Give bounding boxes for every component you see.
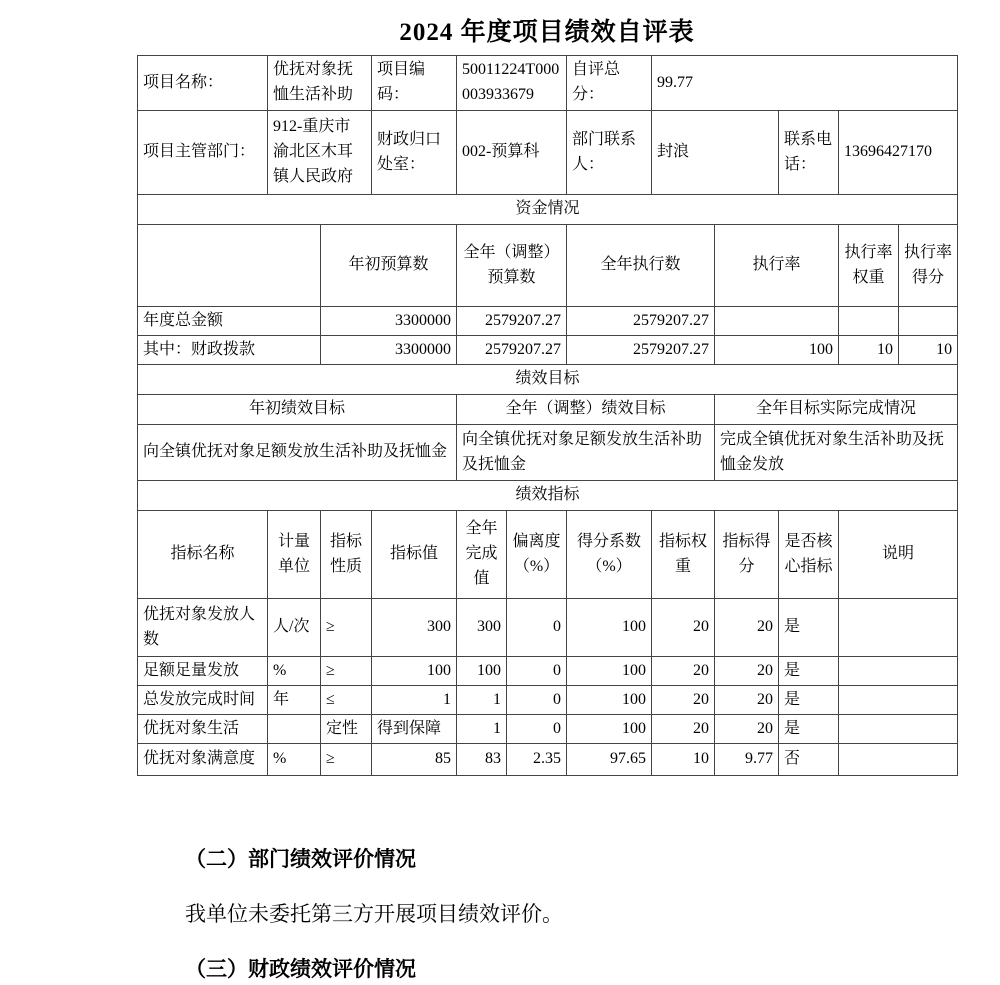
indicator-deviation: 0 bbox=[507, 715, 567, 744]
indicator-weight: 20 bbox=[652, 686, 715, 715]
funding-header-row bbox=[138, 225, 958, 307]
indicator-completed: 83 bbox=[457, 744, 507, 776]
section-heading-dept-evaluation: （二）部门绩效评价情况 bbox=[185, 847, 416, 871]
goals-header-actual: 全年目标实际完成情况 bbox=[715, 395, 958, 425]
funding-header-executed: 全年执行数 bbox=[567, 225, 715, 307]
indicator-completed: 100 bbox=[457, 657, 507, 686]
self-evaluation-table bbox=[137, 55, 958, 776]
phone-label: 联系电话： bbox=[779, 111, 839, 195]
indicator-nature: ≥ bbox=[321, 599, 372, 657]
indicator-coefficient: 100 bbox=[567, 657, 652, 686]
indicator-name: 优抚对象满意度 bbox=[138, 744, 268, 776]
project-code-value: 50011224T000003933679 bbox=[457, 56, 567, 111]
goals-section-title: 绩效目标 bbox=[138, 365, 958, 395]
project-code-label: 项目编码： bbox=[372, 56, 457, 111]
funding-cell: 2579207.27 bbox=[457, 307, 567, 336]
indicator-header-core: 是否核心指标 bbox=[779, 511, 839, 599]
funding-header-initial-budget: 年初预算数 bbox=[321, 225, 457, 307]
funding-row-fiscal bbox=[138, 336, 958, 365]
funding-header-execution-rate: 执行率 bbox=[715, 225, 839, 307]
funding-header-rate-weight: 执行率权重 bbox=[839, 225, 899, 307]
goal-initial-text: 向全镇优抚对象足额发放生活补助及抚恤金 bbox=[138, 425, 457, 481]
indicator-unit bbox=[268, 715, 321, 744]
indicator-row bbox=[138, 657, 958, 686]
goals-section-row bbox=[138, 365, 958, 395]
indicators-section-row bbox=[138, 481, 958, 511]
indicator-note bbox=[839, 715, 958, 744]
indicator-target: 85 bbox=[372, 744, 457, 776]
goals-header-adjusted: 全年（调整）绩效目标 bbox=[457, 395, 715, 425]
goal-actual-text: 完成全镇优抚对象生活补助及抚恤金发放 bbox=[715, 425, 958, 481]
funding-cell: 2579207.27 bbox=[457, 336, 567, 365]
contact-value: 封浪 bbox=[652, 111, 779, 195]
indicator-completed: 1 bbox=[457, 686, 507, 715]
indicator-note bbox=[839, 686, 958, 715]
indicator-unit: % bbox=[268, 657, 321, 686]
funding-header-adjusted-budget: 全年（调整）预算数 bbox=[457, 225, 567, 307]
indicator-completed: 300 bbox=[457, 599, 507, 657]
indicator-weight: 20 bbox=[652, 715, 715, 744]
indicator-note bbox=[839, 744, 958, 776]
goals-header-row bbox=[138, 395, 958, 425]
project-info-row-1 bbox=[138, 56, 958, 111]
indicator-row bbox=[138, 599, 958, 657]
indicator-header-name: 指标名称 bbox=[138, 511, 268, 599]
indicator-target: 100 bbox=[372, 657, 457, 686]
indicators-section-title: 绩效指标 bbox=[138, 481, 958, 511]
indicator-header-unit: 计量单位 bbox=[268, 511, 321, 599]
indicators-header-row bbox=[138, 511, 958, 599]
self-score-value: 99.77 bbox=[652, 56, 958, 111]
indicator-target: 得到保障 bbox=[372, 715, 457, 744]
indicator-unit: % bbox=[268, 744, 321, 776]
indicator-deviation: 0 bbox=[507, 686, 567, 715]
funding-cell: 3300000 bbox=[321, 336, 457, 365]
funding-cell: 2579207.27 bbox=[567, 307, 715, 336]
funding-cell bbox=[715, 307, 839, 336]
phone-value: 13696427170 bbox=[839, 111, 958, 195]
indicator-score: 20 bbox=[715, 686, 779, 715]
funding-cell bbox=[839, 307, 899, 336]
indicator-row bbox=[138, 744, 958, 776]
indicator-header-score: 指标得分 bbox=[715, 511, 779, 599]
funding-header-rate-score: 执行率得分 bbox=[899, 225, 958, 307]
indicator-weight: 20 bbox=[652, 657, 715, 686]
indicator-deviation: 0 bbox=[507, 657, 567, 686]
finance-office-label: 财政归口处室： bbox=[372, 111, 457, 195]
indicator-nature: 定性 bbox=[321, 715, 372, 744]
indicator-header-completed: 全年完成值 bbox=[457, 511, 507, 599]
goal-adjusted-text: 向全镇优抚对象足额发放生活补助及抚恤金 bbox=[457, 425, 715, 481]
indicator-core: 是 bbox=[779, 599, 839, 657]
indicator-coefficient: 100 bbox=[567, 599, 652, 657]
indicator-name: 优抚对象生活 bbox=[138, 715, 268, 744]
project-info-row-2 bbox=[138, 111, 958, 195]
funding-cell: 3300000 bbox=[321, 307, 457, 336]
paragraph-dept-evaluation: 我单位未委托第三方开展项目绩效评价。 bbox=[185, 902, 563, 926]
indicator-nature: ≤ bbox=[321, 686, 372, 715]
funding-row-total bbox=[138, 307, 958, 336]
indicator-target: 300 bbox=[372, 599, 457, 657]
funding-row-label: 年度总金额 bbox=[138, 307, 321, 336]
indicator-core: 是 bbox=[779, 715, 839, 744]
indicator-target: 1 bbox=[372, 686, 457, 715]
indicator-score: 9.77 bbox=[715, 744, 779, 776]
indicator-row bbox=[138, 715, 958, 744]
indicator-header-target: 指标值 bbox=[372, 511, 457, 599]
contact-label: 部门联系人： bbox=[567, 111, 652, 195]
indicator-score: 20 bbox=[715, 599, 779, 657]
dept-value: 912-重庆市渝北区木耳镇人民政府 bbox=[268, 111, 372, 195]
indicator-deviation: 0 bbox=[507, 599, 567, 657]
indicator-unit: 人/次 bbox=[268, 599, 321, 657]
indicator-completed: 1 bbox=[457, 715, 507, 744]
project-name-label: 项目名称： bbox=[138, 56, 268, 111]
indicator-core: 否 bbox=[779, 744, 839, 776]
indicator-header-coefficient: 得分系数（%） bbox=[567, 511, 652, 599]
indicator-weight: 10 bbox=[652, 744, 715, 776]
funding-row-label: 其中：财政拨款 bbox=[138, 336, 321, 365]
indicator-name: 总发放完成时间 bbox=[138, 686, 268, 715]
funding-header-empty bbox=[138, 225, 321, 307]
indicator-core: 是 bbox=[779, 686, 839, 715]
page-title: 2024 年度项目绩效自评表 bbox=[399, 19, 695, 46]
goals-header-initial: 年初绩效目标 bbox=[138, 395, 457, 425]
indicator-nature: ≥ bbox=[321, 744, 372, 776]
goals-content-row bbox=[138, 425, 958, 481]
indicator-core: 是 bbox=[779, 657, 839, 686]
project-name-value: 优抚对象抚恤生活补助 bbox=[268, 56, 372, 111]
funding-cell: 10 bbox=[899, 336, 958, 365]
funding-cell: 10 bbox=[839, 336, 899, 365]
section-heading-fiscal-evaluation: （三）财政绩效评价情况 bbox=[185, 957, 416, 981]
indicator-header-deviation: 偏离度（%） bbox=[507, 511, 567, 599]
funding-section-title: 资金情况 bbox=[138, 195, 958, 225]
indicator-unit: 年 bbox=[268, 686, 321, 715]
indicator-name: 优抚对象发放人数 bbox=[138, 599, 268, 657]
indicator-row bbox=[138, 686, 958, 715]
indicator-coefficient: 100 bbox=[567, 686, 652, 715]
self-score-label: 自评总分： bbox=[567, 56, 652, 111]
indicator-header-nature: 指标性质 bbox=[321, 511, 372, 599]
finance-office-value: 002-预算科 bbox=[457, 111, 567, 195]
funding-cell bbox=[899, 307, 958, 336]
indicator-coefficient: 97.65 bbox=[567, 744, 652, 776]
indicator-weight: 20 bbox=[652, 599, 715, 657]
indicator-header-weight: 指标权重 bbox=[652, 511, 715, 599]
indicator-deviation: 2.35 bbox=[507, 744, 567, 776]
indicator-nature: ≥ bbox=[321, 657, 372, 686]
indicator-note bbox=[839, 599, 958, 657]
funding-section-row bbox=[138, 195, 958, 225]
indicator-name: 足额足量发放 bbox=[138, 657, 268, 686]
indicator-note bbox=[839, 657, 958, 686]
indicator-header-note: 说明 bbox=[839, 511, 958, 599]
indicator-score: 20 bbox=[715, 657, 779, 686]
funding-cell: 2579207.27 bbox=[567, 336, 715, 365]
indicator-coefficient: 100 bbox=[567, 715, 652, 744]
dept-label: 项目主管部门： bbox=[138, 111, 268, 195]
indicator-score: 20 bbox=[715, 715, 779, 744]
funding-cell: 100 bbox=[715, 336, 839, 365]
